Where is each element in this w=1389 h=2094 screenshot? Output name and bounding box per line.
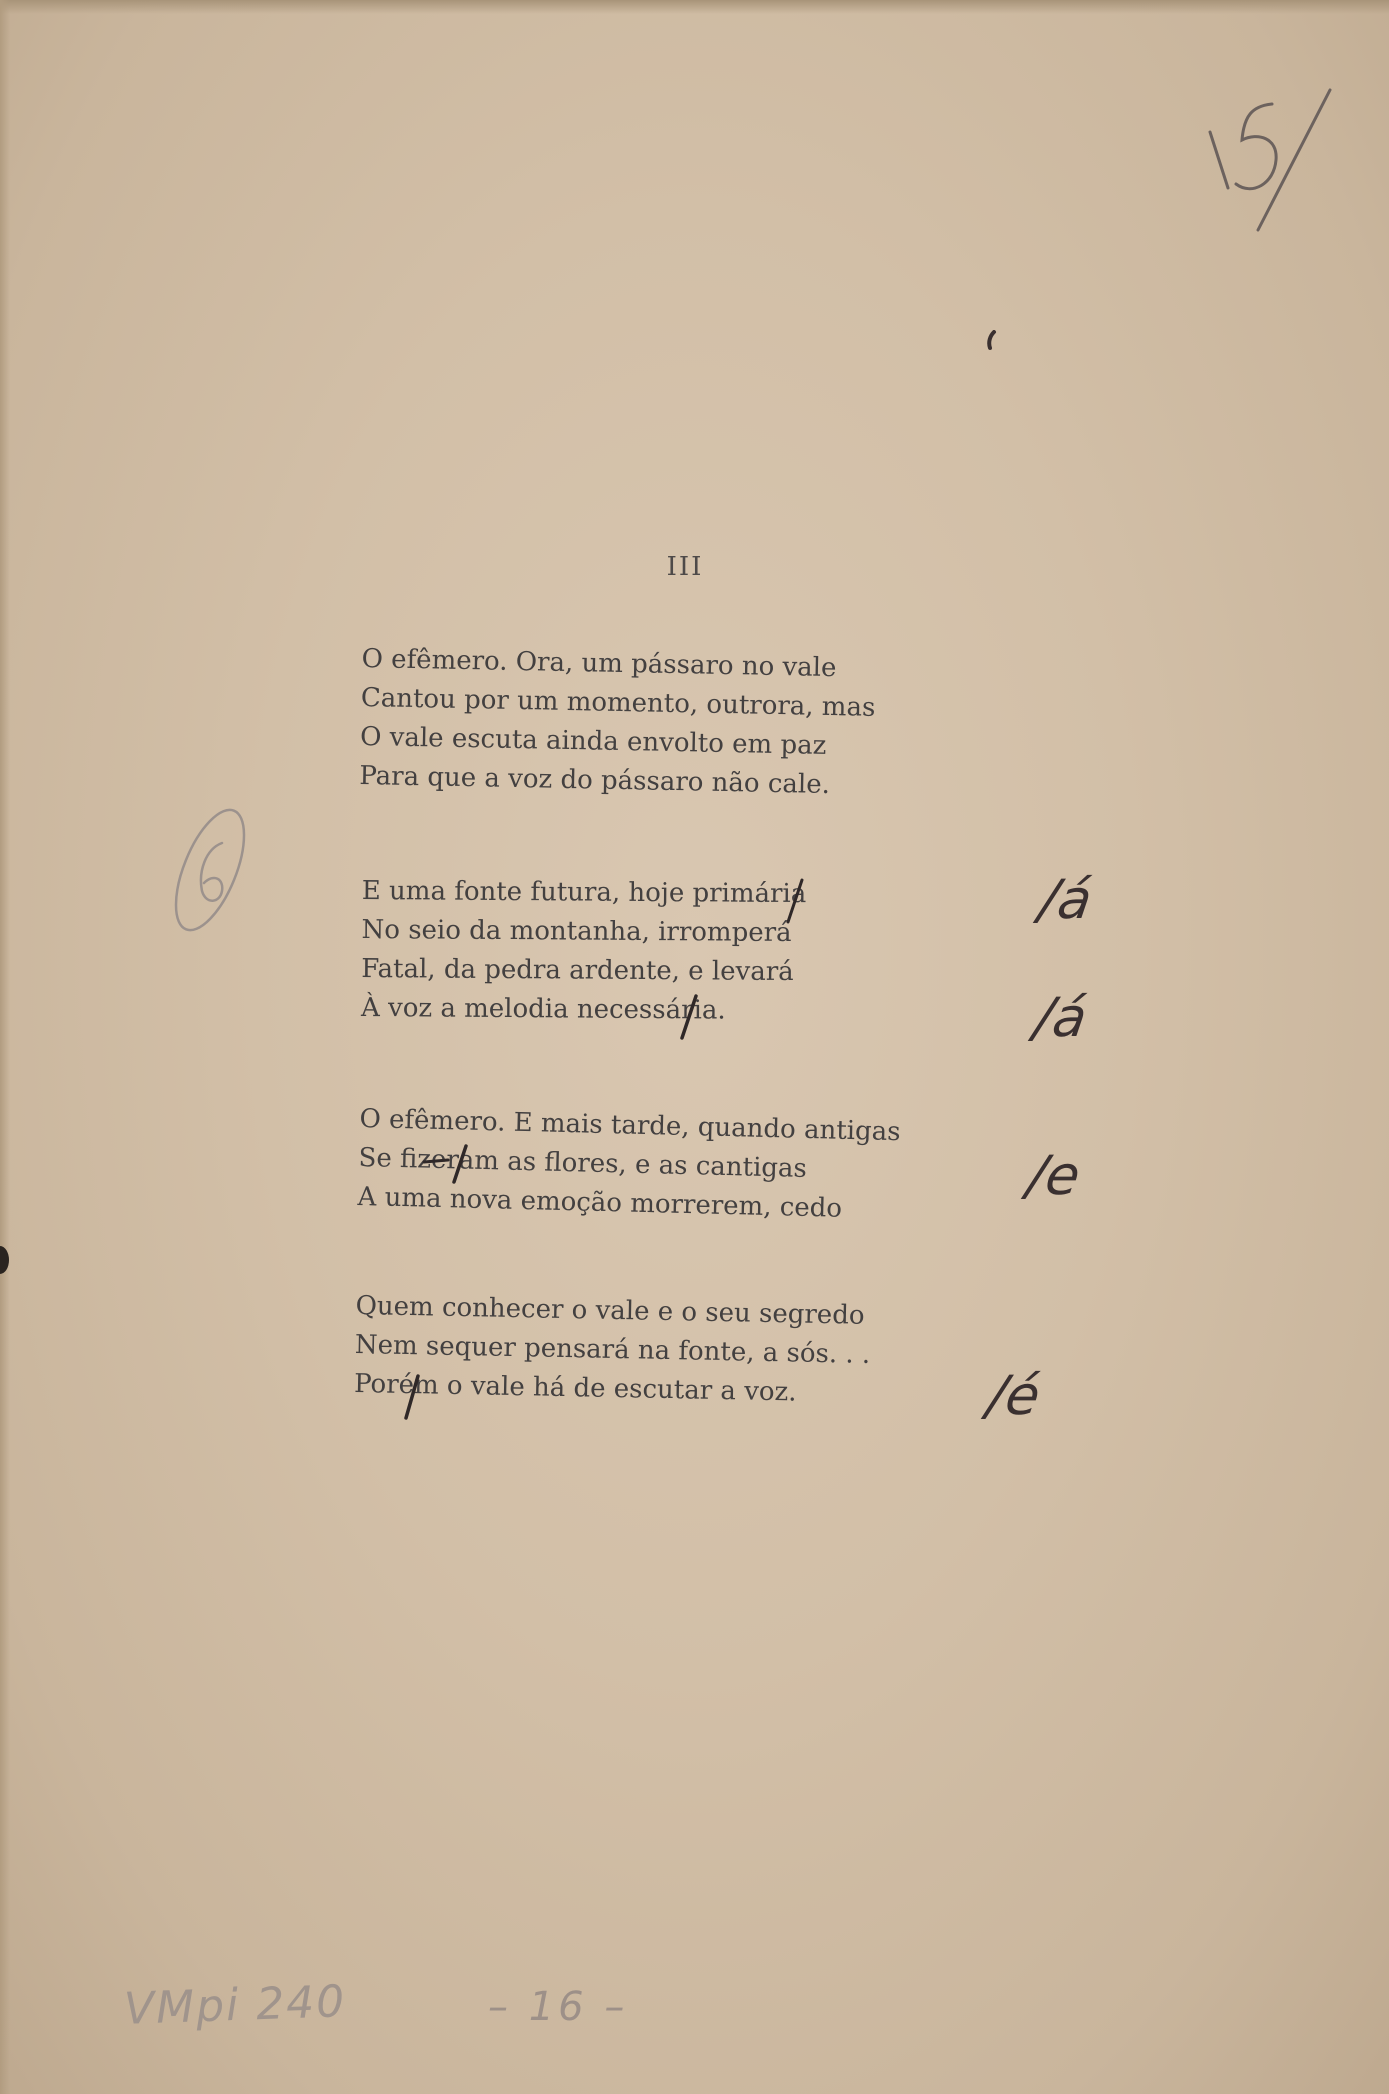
circled-mark-6	[160, 795, 260, 945]
poem-line: O efêmero. Ora, um pássaro no vale	[361, 643, 837, 684]
poem-line: Quem conhecer o vale e o seu segredo	[355, 1290, 865, 1331]
poem-line: Fatal, da pedra ardente, e levará	[361, 953, 794, 988]
margin-correction: /e	[1023, 1144, 1084, 1207]
poem-line: Nem sequer pensará na fonte, a sós. . .	[354, 1329, 871, 1370]
poem-line: Se fizeram as flores, e as cantigas	[358, 1142, 808, 1184]
poem-line: A uma nova emoção morrerem, cedo	[357, 1181, 843, 1224]
strike-mark	[782, 876, 806, 926]
poem-line: O vale escuta ainda envolto em paz	[359, 721, 827, 761]
stanza-4	[354, 1287, 872, 1414]
poem-line: À voz a melodia necessária.	[360, 992, 726, 1026]
strike-mark	[676, 992, 700, 1042]
stanza-2	[361, 872, 807, 1031]
poem-line: Porém o vale há de escutar a voz.	[353, 1368, 797, 1408]
page-left-edge	[0, 0, 10, 2094]
strike-mark	[418, 1142, 478, 1186]
poem-line: No seio da montanha, irromperá	[361, 914, 792, 949]
poem-line: O efêmero. E mais tarde, quando antigas	[359, 1103, 901, 1148]
page-top-edge	[0, 0, 1389, 14]
margin-correction: /á	[1035, 868, 1096, 931]
poem-line: Cantou por um momento, outrora, mas	[360, 682, 876, 723]
poem-line: E uma fonte futura, hoje primária	[361, 875, 807, 910]
ink-dot	[984, 330, 1000, 352]
poem-line: Para que a voz do pássaro não cale.	[359, 760, 831, 801]
section-number: III	[666, 552, 704, 582]
margin-correction: /á	[1030, 986, 1091, 1049]
strike-mark	[400, 1372, 424, 1422]
archive-reference: VMpi 240	[123, 1976, 348, 2035]
folio-mark-15	[1200, 80, 1350, 250]
page-number: – 16 –	[488, 1984, 629, 2030]
margin-correction: /é	[983, 1364, 1044, 1427]
stanza-1	[359, 640, 876, 806]
